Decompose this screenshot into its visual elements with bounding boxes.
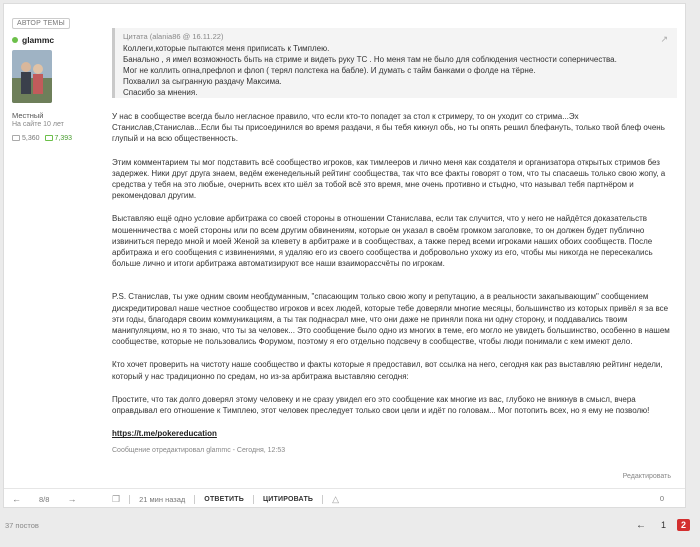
page-1[interactable]: 1 <box>660 520 666 530</box>
post-content <box>112 28 677 454</box>
post-paragraph: Этим комментарием ты мог подставить всё сообщество игроков, как тимлееров и лично меня как создателя и организатора открытых стримов без задержек. Ники друг друга знаем, ведём еженедельный рейтинг сообщества, так что все факты говорят о том, что ты спасаешь только свою жопу, а средства у тебя на это любые, очернить всех кто шёл за тобой всё это время, мне очень противно и стыдно, что называл тебя партнёром и рекомендовал другим. <box>112 157 666 201</box>
post-time: 21 мин назад <box>139 495 186 504</box>
reply-button[interactable]: ОТВЕТИТЬ <box>204 496 244 503</box>
divider <box>194 495 195 504</box>
divider <box>129 495 130 504</box>
quote-line: Банально , я имел возможность быть на стриме и видеть руку ТС . Но меня там не было для соблюдения честности соперничества. <box>123 55 617 64</box>
arrow-right-icon[interactable]: → <box>67 494 77 504</box>
warn-icon[interactable]: △ <box>332 494 340 504</box>
author-badge: АВТОР ТЕМЫ <box>12 18 70 29</box>
edit-link[interactable]: Редактировать <box>622 473 671 480</box>
edited-note: Сообщение отредактировал glammc - Сегодня, 12:53 <box>112 447 286 455</box>
quote-line: Мог не коллить опна,префлоп и флоп ( терял полстека на бабле). И думать с тайм банками о фолде на тёрне. <box>123 66 536 75</box>
pagination <box>636 519 690 531</box>
post-actions-bar <box>4 488 685 509</box>
pin-icon[interactable]: ↗ <box>660 34 668 44</box>
divider <box>253 495 254 504</box>
post-paragraph: Выставляю ещё одно условие арбитража со своей стороны в отношении Станислава, если так случится, что у него не найдётся доказательств мошенничества с моей стороны или по всем другим обвинениям, которые он указал в своём громком заголовке, то он должен будет публично извиниться передо мной и моей Женой за клевету в арбитраже и в сообществах, а также перед всеми игроками наших обоих сообществ. После арбитража и его сообщения с извинениями, я удаляю его из своего сообщества и добровольно ухожу из его, чтобы мы никогда не пересекались больше лично и итоги арбитража автоматизируют все наши взаиморассчёты по игрокам. <box>112 214 653 269</box>
quote-line: Спасибо за мнения. <box>123 88 198 97</box>
post-paragraph: У нас в сообществе всегда было негласное правило, что если кто-то попадет за стол к стримеру, то он уходит со стрима...Эх Станислав,Станислав...Если бы ты присоединился во время раздачи, я бы тебя кикнул обь, но ты опять решил блефануть, только твой блеф очень глупый и на всю общественность. <box>112 112 665 144</box>
author-rank: Местный <box>12 111 44 120</box>
quote-line: Коллеги,которые пытаются меня приписать к Тимплею. <box>123 44 330 53</box>
reputation-stat: 7,393 <box>45 135 73 142</box>
divider <box>322 495 323 504</box>
avatar-image <box>12 50 52 103</box>
post-counter: 8/8 <box>39 494 50 504</box>
post-paragraph: P.S. Станислав, ты уже одним своим необдуманным, "спасающим только свою жопу и репутацию, а в реальности закапывающим" сообщением дискредитировал наше честное сообщество игроков и всех людей, которые тебе доверяли многие месяцы, большинство из которых привёл я за все эти годы, благодаря своим коммуникациям, а ты так поднасрал мне, что они даже не приняли пока ни одну сторону, и поддавались твоим манипуляциям, но я то знаю, что ты за человек... Это сообщение было одно из многих в теме, его могло не увидеть большинство, особенно в нашем сообществе, которые не пользовались Форумом, поэтому я его отдельно подсвечу в сообществе, чтобы люди понимали с кем имеют дело. <box>112 292 670 347</box>
quote-block <box>112 28 677 98</box>
author-panel <box>12 12 97 142</box>
link-paragraph <box>112 428 677 439</box>
messages-stat: 5,360 <box>12 135 40 142</box>
likes-count[interactable]: 0 <box>659 494 664 503</box>
quote-button[interactable]: ЦИТИРОВАТЬ <box>262 496 314 503</box>
quote-cite: Цитата (alania86 @ 16.11.22) <box>123 32 224 41</box>
online-dot-icon <box>12 37 18 43</box>
author-name[interactable]: glammc <box>22 35 55 45</box>
author-name-row[interactable] <box>12 35 97 45</box>
reputation-icon <box>45 135 53 141</box>
post-action-row <box>112 494 339 505</box>
post-count: 37 постов <box>5 521 39 530</box>
forum-post <box>3 3 686 508</box>
page-2[interactable]: 2 <box>677 519 690 531</box>
post-paragraph: Кто хочет проверить на чистоту наше сообщество и факты которые я предоставил, вот ссылка на него, сегодня как раз выставляю рейтинг недели, который у нас традиционно по средам, но из-за арбитража выставляю сегодня: <box>112 360 663 381</box>
author-stats <box>12 135 97 142</box>
copy-icon[interactable]: ❐ <box>112 494 121 504</box>
arrow-left-icon[interactable]: ← <box>12 494 21 504</box>
telegram-link[interactable]: https://t.me/pokereducation <box>112 429 217 439</box>
author-since: На сайте 10 лет <box>12 121 64 128</box>
messages-icon <box>12 135 20 141</box>
quote-line: Похвалил за сыгранную раздачу Максима. <box>123 77 282 86</box>
pager-prev-icon[interactable]: ← <box>635 519 646 531</box>
post-paragraph: Простите, что так долго доверял этому человеку и не сразу увидел его это сообщение как многие из вас, глубоко не вникнув в смысл, вчера оправдывал его отношение к Тимплею, этот человек преследует только свои цели и идёт по головам... Мог потопить всех, но я ему не позволю! <box>112 394 650 416</box>
avatar[interactable] <box>12 50 52 103</box>
post-nav <box>12 494 76 504</box>
